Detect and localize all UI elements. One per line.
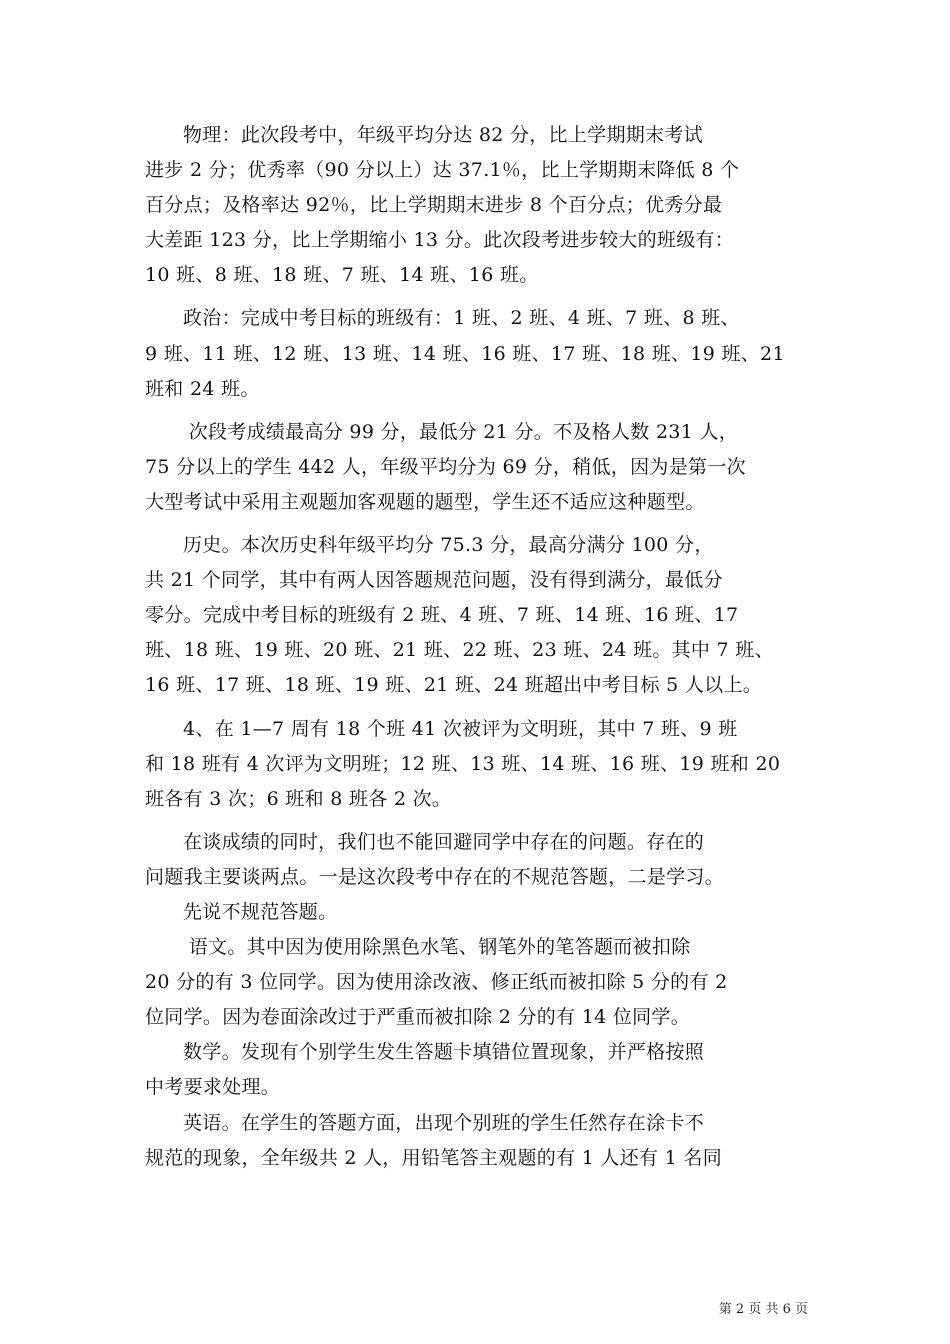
page-number-footer: 第 2 页 共 6 页 <box>718 1302 808 1317</box>
paragraph-physics: 物理：此次段考中，年级平均分达 82 分，比上学期期末考试 进步 2 分；优秀率（90 分以上）达 37.1％，比上学期期末降低 8 个 百分点；及格率达 92％，比上学期期末进步 8 个百分点；优秀分最 大差距 123 分，比上学期缩小 13 分。此次段考进步较大的班级有： 10 班、8 班、18 班、7 班、14 班、16 班。 <box>145 124 740 287</box>
paragraph-politics-scores: 次段考成绩最高分 99 分，最低分 21 分。不及格人数 231 人， 75 分以上的学生 442 人，年级平均分为 69 分，稍低，因为是第一次 大型考试中采用主观题加客观题的题型，学生还不适应这种题型。 <box>145 420 746 513</box>
paragraph-english: 英语。在学生的答题方面，出现个别班的学生任然存在涂卡不 规范的现象，全年级共 2 人，用铅笔答主观题的有 1 人还有 1 名同 <box>145 1111 723 1169</box>
document-body <box>145 118 820 1176</box>
paragraph-politics: 政治：完成中考目标的班级有：1 班、2 班、4 班、7 班、8 班、 9 班、11 班、12 班、13 班、14 班、16 班、17 班、18 班、19 班、21 班和 24 班。 <box>145 307 785 400</box>
paragraph-history: 历史。本次历史科年级平均分 75.3 分，最高分满分 100 分， 共 21 个同学，其中有两人因答题规范问题，没有得到满分，最低分 零分。完成中考目标的班级有 2 班、4 班、7 班、14 班、16 班、17 班、18 班、19 班、20 班、21 班、22 班、23 班、24 班。其中 7 班、 16 班、17 班、18 班、19 班、21 班、24 班超出中考目标 5 人以上。 <box>145 534 774 697</box>
paragraph-nonstandard-answers: 先说不规范答题。 <box>183 900 338 923</box>
paragraph-math: 数学。发现有个别学生发生答题卡填错位置现象，并严格按照 中考要求处理。 <box>145 1041 705 1099</box>
paragraph-chinese: 语文。其中因为使用除黑色水笔、钢笔外的笔答题而被扣除 20 分的有 3 位同学。因为使用涂改液、修正纸而被扣除 5 分的有 2 位同学。因为卷面涂改过于严重而被扣除 2 分的有 14 位同学。 <box>145 936 728 1029</box>
paragraph-civilized-class: 4、在 1—7 周有 18 个班 41 次被评为文明班，其中 7 班、9 班 和 18 班有 4 次评为文明班；12 班、13 班、14 班、16 班、19 班和 20 班各有 3 次；6 班和 8 班各 2 次。 <box>145 717 781 810</box>
paragraph-problems-intro: 在谈成绩的同时，我们也不能回避同学中存在的问题。存在的 问题我主要谈两点。一是这次段考中存在的不规范答题，二是学习。 <box>145 830 725 888</box>
